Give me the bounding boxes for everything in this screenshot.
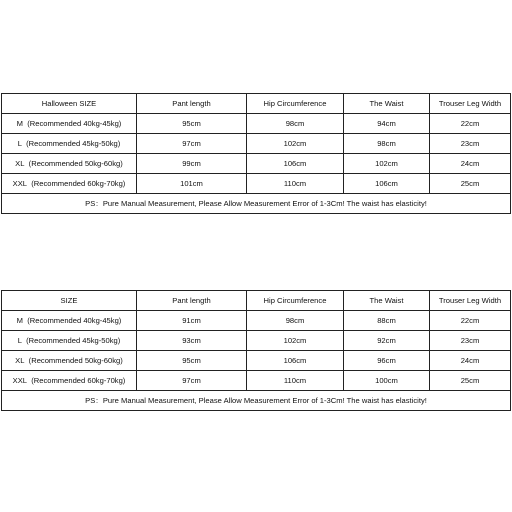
- size-cell: XXL (Recommended 60kg-70kg): [2, 371, 137, 391]
- table-note-row: [2, 391, 511, 411]
- leg-width-cell: 24cm: [430, 351, 511, 371]
- table-header-row: [2, 291, 511, 311]
- size-chart-table: [1, 290, 511, 411]
- size-cell: XXL (Recommended 60kg-70kg): [2, 174, 137, 194]
- measurement-note: PS：Pure Manual Measurement, Please Allow Measurement Error of 1-3Cm! The waist has elasticity!: [2, 194, 511, 214]
- waist-cell: 102cm: [344, 154, 430, 174]
- column-header-hip-circumference: Hip Circumference: [247, 94, 344, 114]
- leg-width-cell: 24cm: [430, 154, 511, 174]
- waist-cell: 92cm: [344, 331, 430, 351]
- table-row: [2, 371, 511, 391]
- hip-cell: 102cm: [247, 134, 344, 154]
- leg-width-cell: 25cm: [430, 371, 511, 391]
- pant-length-cell: 93cm: [137, 331, 247, 351]
- hip-cell: 106cm: [247, 154, 344, 174]
- column-header-pant-length: Pant length: [137, 94, 247, 114]
- size-cell: M (Recommended 40kg-45kg): [2, 311, 137, 331]
- hip-cell: 98cm: [247, 114, 344, 134]
- waist-cell: 96cm: [344, 351, 430, 371]
- pant-length-cell: 95cm: [137, 351, 247, 371]
- size-cell: XL (Recommended 50kg-60kg): [2, 351, 137, 371]
- hip-cell: 106cm: [247, 351, 344, 371]
- table-row: [2, 134, 511, 154]
- column-header-leg-width: Trouser Leg Width: [430, 94, 511, 114]
- waist-cell: 94cm: [344, 114, 430, 134]
- leg-width-cell: 22cm: [430, 311, 511, 331]
- table-row: [2, 311, 511, 331]
- hip-cell: 110cm: [247, 371, 344, 391]
- leg-width-cell: 22cm: [430, 114, 511, 134]
- table-row: [2, 351, 511, 371]
- waist-cell: 88cm: [344, 311, 430, 331]
- waist-cell: 106cm: [344, 174, 430, 194]
- size-cell: L (Recommended 45kg-50kg): [2, 134, 137, 154]
- size-cell: XL (Recommended 50kg-60kg): [2, 154, 137, 174]
- table-note-row: [2, 194, 511, 214]
- table-row: [2, 154, 511, 174]
- leg-width-cell: 23cm: [430, 331, 511, 351]
- waist-cell: 98cm: [344, 134, 430, 154]
- hip-cell: 110cm: [247, 174, 344, 194]
- column-header-size: Halloween SIZE: [2, 94, 137, 114]
- pant-length-cell: 97cm: [137, 371, 247, 391]
- pant-length-cell: 95cm: [137, 114, 247, 134]
- measurement-note: PS：Pure Manual Measurement, Please Allow Measurement Error of 1-3Cm! The waist has elasticity!: [2, 391, 511, 411]
- column-header-pant-length: Pant length: [137, 291, 247, 311]
- hip-cell: 98cm: [247, 311, 344, 331]
- column-header-waist: The Waist: [344, 291, 430, 311]
- size-cell: L (Recommended 45kg-50kg): [2, 331, 137, 351]
- table-row: [2, 114, 511, 134]
- table-row: [2, 174, 511, 194]
- pant-length-cell: 97cm: [137, 134, 247, 154]
- pant-length-cell: 101cm: [137, 174, 247, 194]
- column-header-waist: The Waist: [344, 94, 430, 114]
- table-header-row: [2, 94, 511, 114]
- leg-width-cell: 23cm: [430, 134, 511, 154]
- pant-length-cell: 99cm: [137, 154, 247, 174]
- size-cell: M (Recommended 40kg-45kg): [2, 114, 137, 134]
- column-header-size: SIZE: [2, 291, 137, 311]
- column-header-hip-circumference: Hip Circumference: [247, 291, 344, 311]
- pant-length-cell: 91cm: [137, 311, 247, 331]
- table-row: [2, 331, 511, 351]
- hip-cell: 102cm: [247, 331, 344, 351]
- size-chart-table-halloween: [1, 93, 511, 214]
- waist-cell: 100cm: [344, 371, 430, 391]
- column-header-leg-width: Trouser Leg Width: [430, 291, 511, 311]
- leg-width-cell: 25cm: [430, 174, 511, 194]
